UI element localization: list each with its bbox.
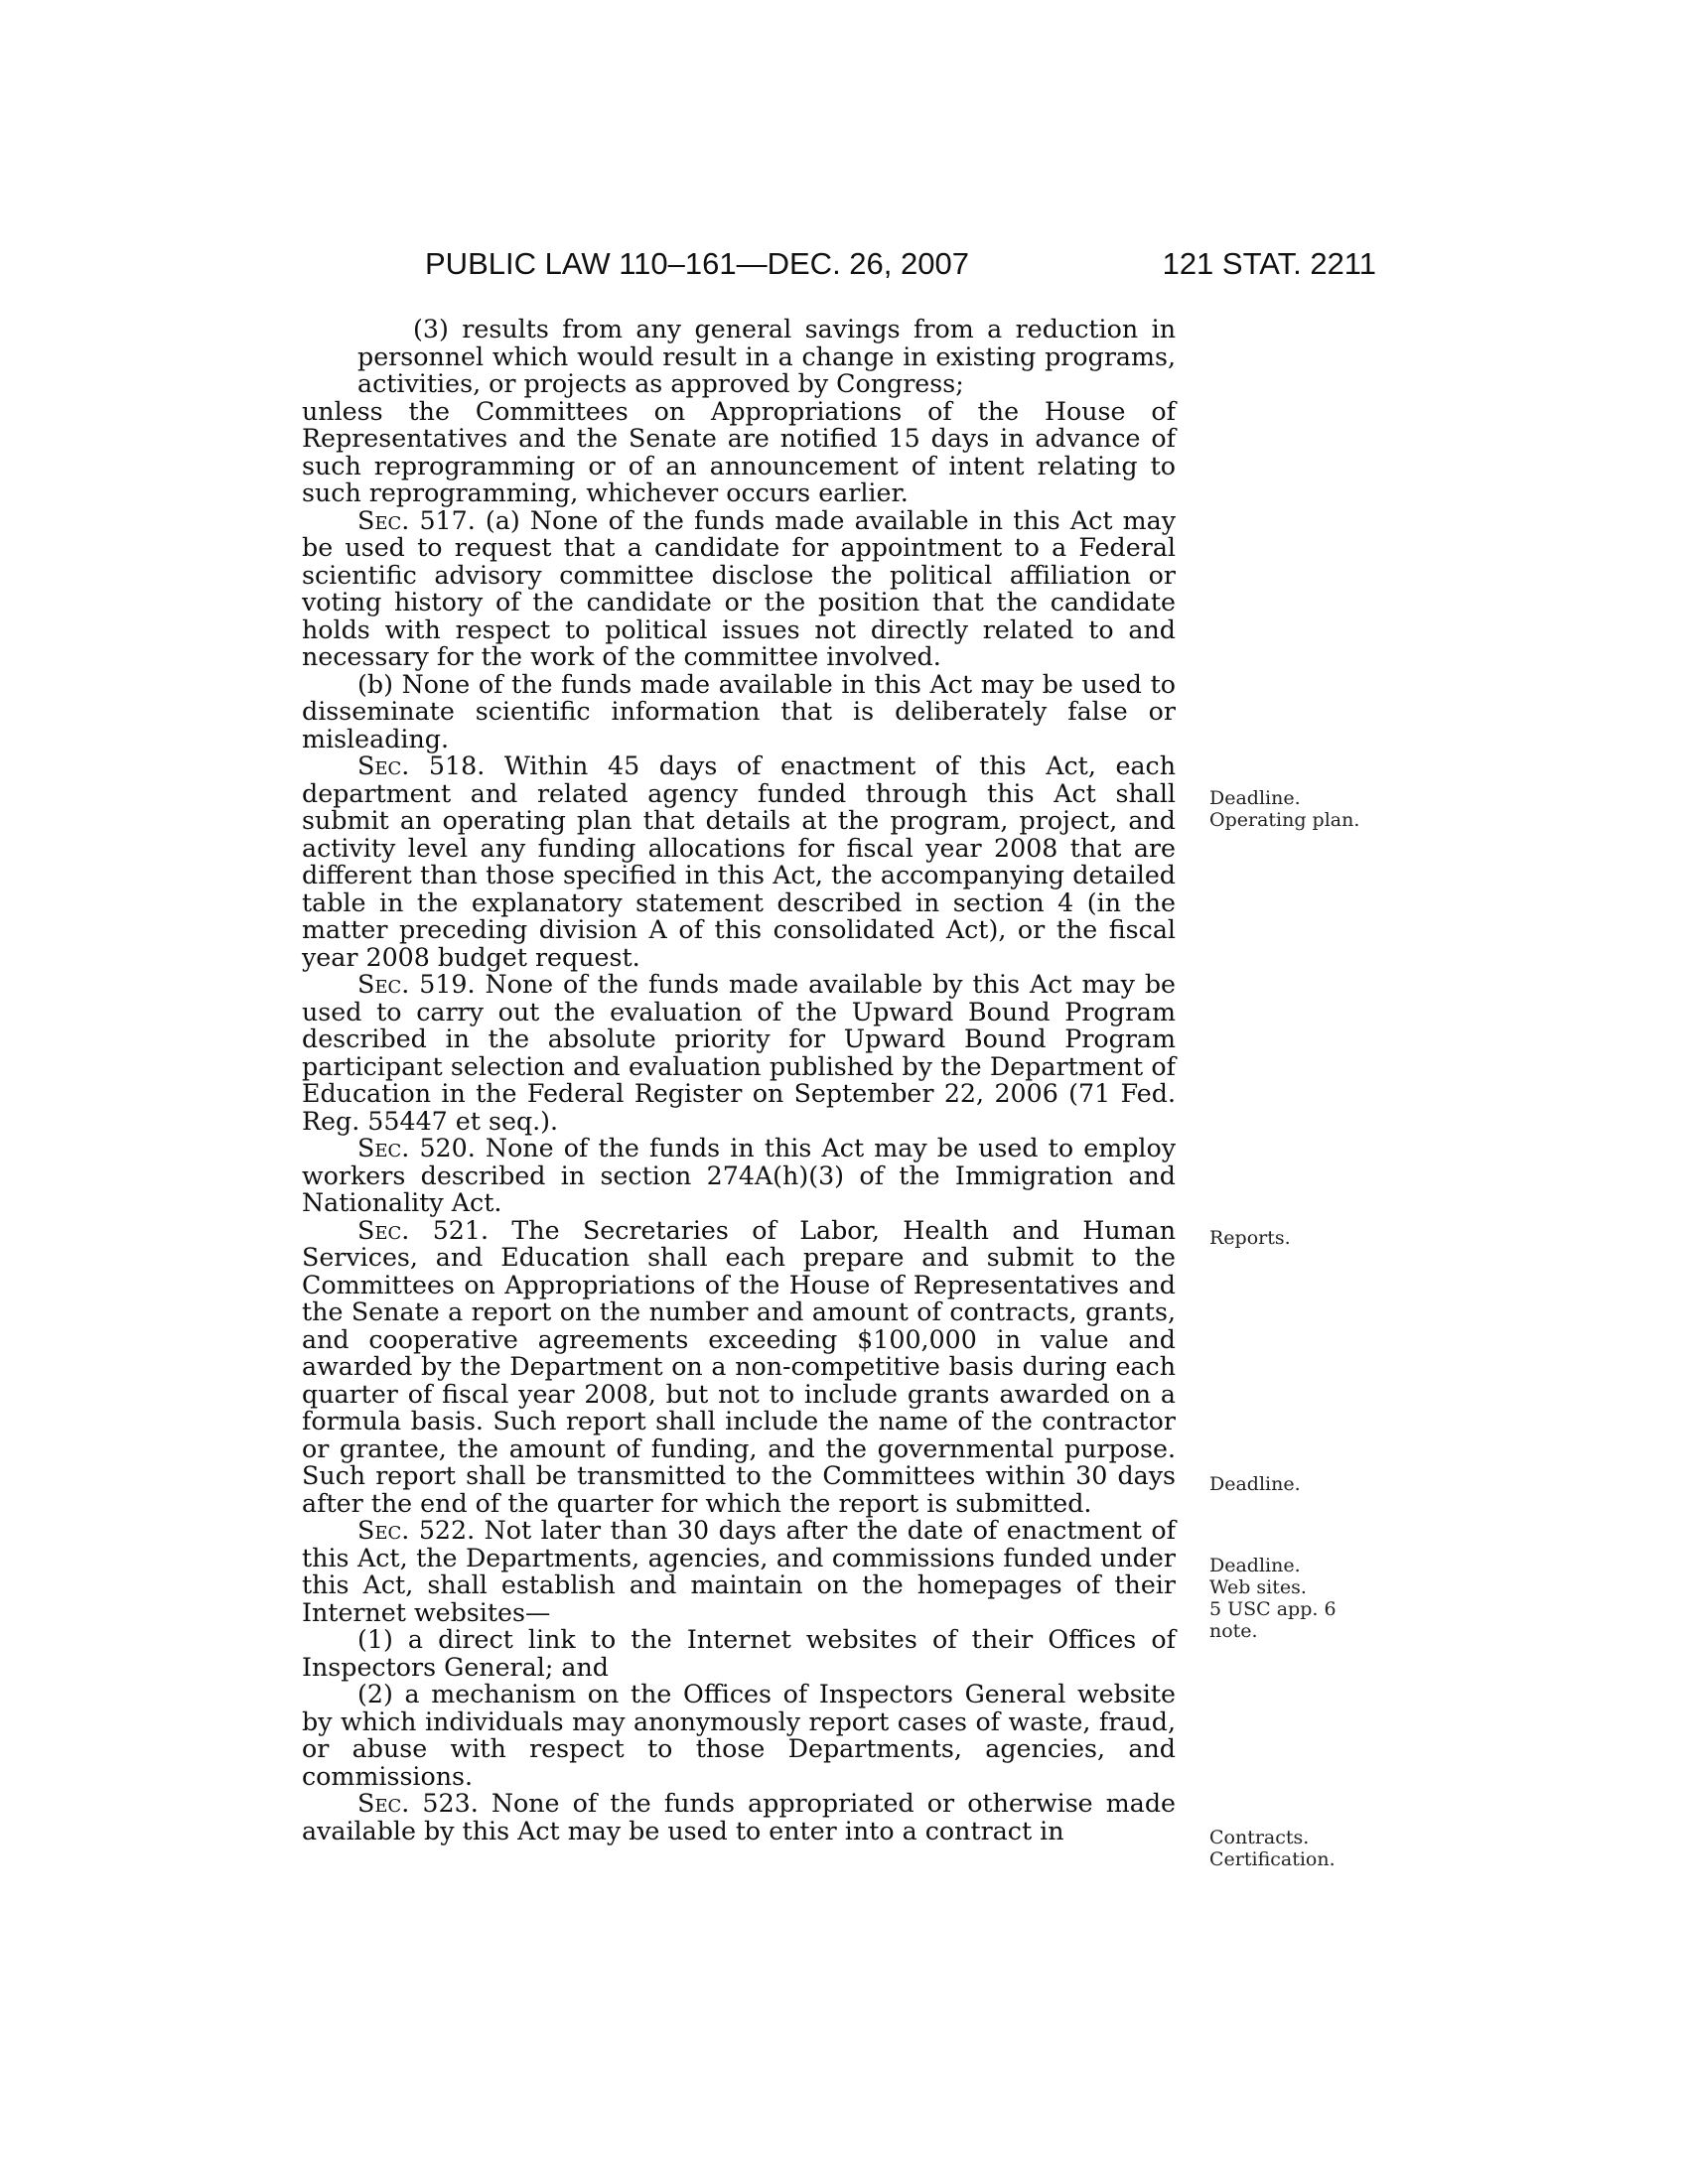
statute-body [302, 316, 1176, 1844]
section-517a-text: 517. (a) None of the funds made available in this Act may be used to request that a candidate for appointment to a Federal scientific advisory committee disclose the political affiliation or voting history of the candidate or the position that the candidate holds with respect to political issues not directly related to and necessary for the work of the committee involved. [302, 505, 1177, 671]
section-519-text: 519. None of the funds made available by this Act may be used to carry out the evaluation of the Upward Bound Program described in the absolute priority for Upward Bound Program participant selection and evaluation published by the Department of Education in the Federal Register on September 22, 2006 (71 Fed. Reg. 55447 et seq.). [302, 970, 1176, 1136]
section-522-text: 522. Not later than 30 days after the date of enactment of this Act, the Departments, agencies, and commissions funded under this Act, shall establish and maintain on the homepages of their Internet websites— [302, 1516, 1176, 1627]
section-517b: (b) None of the funds made available in this Act may be used to disseminate scientific information that is deliberately false or misleading. [302, 669, 1176, 753]
margin-deadline: Deadline. [1209, 1473, 1301, 1495]
paragraph-3: (3) results from any general savings from a reduction in personnel which would result in a change in existing programs, activities, or projects as approved by Congress; [357, 315, 1176, 398]
section-519 [302, 971, 1176, 1135]
margin-contracts: Contracts. [1209, 1827, 1310, 1848]
section-523-text: 523. None of the funds appropriated or otherwise made available by this Act may be used to enter into a contract in [302, 1789, 1177, 1845]
margin-reports: Reports. [1209, 1227, 1291, 1249]
section-522-item-2: (2) a mechanism on the Offices of Inspectors General website by which individuals may anonymously report cases of waste, fraud, or abuse with respect to those Departments, agencies, and commissions. [302, 1680, 1176, 1791]
margin-operating-plan: Operating plan. [1209, 809, 1360, 831]
margin-usc-citation: 5 USC app. 6 [1209, 1598, 1336, 1620]
section-518 [302, 752, 1176, 971]
margin-note-521 [1209, 1227, 1291, 1249]
section-521 [302, 1217, 1176, 1518]
running-header [425, 246, 1376, 288]
section-517a [302, 507, 1176, 671]
sec-label: Sec. [357, 1215, 410, 1245]
margin-note-523 [1209, 1827, 1336, 1870]
margin-web-sites: Web sites. [1209, 1576, 1307, 1598]
margin-note-518 [1209, 787, 1359, 831]
margin-deadline: Deadline. [1209, 787, 1301, 809]
section-522-item-1: (1) a direct link to the Internet websites of their Offices of Inspectors General; and [302, 1625, 1176, 1682]
margin-note-521-deadline [1209, 1473, 1301, 1495]
margin-note-522 [1209, 1555, 1336, 1642]
sec-label: Sec. [357, 970, 410, 999]
section-518-text: 518. Within 45 days of enactment of this Act, each department and related agency funded through this Act shall submit an operating plan that details at the program, project, and activity level any funding allocations for fiscal year 2008 that are different than those specified in this Act, the accompanying detailed table in the explanatory statement described in section 4 (in the matter preceding division A of this consolidated Act), or the fiscal year 2008 budget request. [302, 751, 1176, 972]
section-520 [302, 1135, 1176, 1217]
stat-page-number: 121 STAT. 2211 [1162, 246, 1376, 281]
unless-clause: unless the Committees on Appropriations of the House of Representatives and the Senate are notified 15 days in advance of such reprogramming or of an announcement of intent relating to such reprogramming, whichever occurs earlier. [302, 396, 1176, 507]
sec-label: Sec. [357, 1789, 410, 1818]
section-521-text: 521. The Secretaries of Labor, Health and Human Services, and Education shall each prepare and submit to the Committees on Appropriations of the House of Representatives and the Senate a report on the number and amount of contracts, grants, and cooperative agreements exceeding $100,000 in value and awarded by the Department on a non-competitive basis during each quarter of fiscal year 2008, but not to include grants awarded on a formula basis. Such report shall include the name of the contractor or grantee, the amount of funding, and the governmental purpose. Such report shall be transmitted to the Committees within 30 days after the end of the quarter for which the report is submitted. [302, 1215, 1177, 1518]
sec-label: Sec. [357, 1516, 410, 1545]
sec-label: Sec. [357, 505, 410, 535]
margin-certification: Certification. [1209, 1848, 1336, 1870]
margin-deadline: Deadline. [1209, 1555, 1301, 1576]
section-522 [302, 1517, 1176, 1626]
section-523 [302, 1790, 1176, 1844]
margin-note-label: note. [1209, 1620, 1258, 1642]
public-law-line: PUBLIC LAW 110–161—DEC. 26, 2007 [425, 246, 969, 281]
section-520-text: 520. None of the funds in this Act may be used to employ workers described in section 274A(h)(3) of the Immigration and Nationality Act. [302, 1134, 1176, 1217]
sec-label: Sec. [357, 1134, 410, 1162]
sec-label: Sec. [357, 751, 410, 780]
